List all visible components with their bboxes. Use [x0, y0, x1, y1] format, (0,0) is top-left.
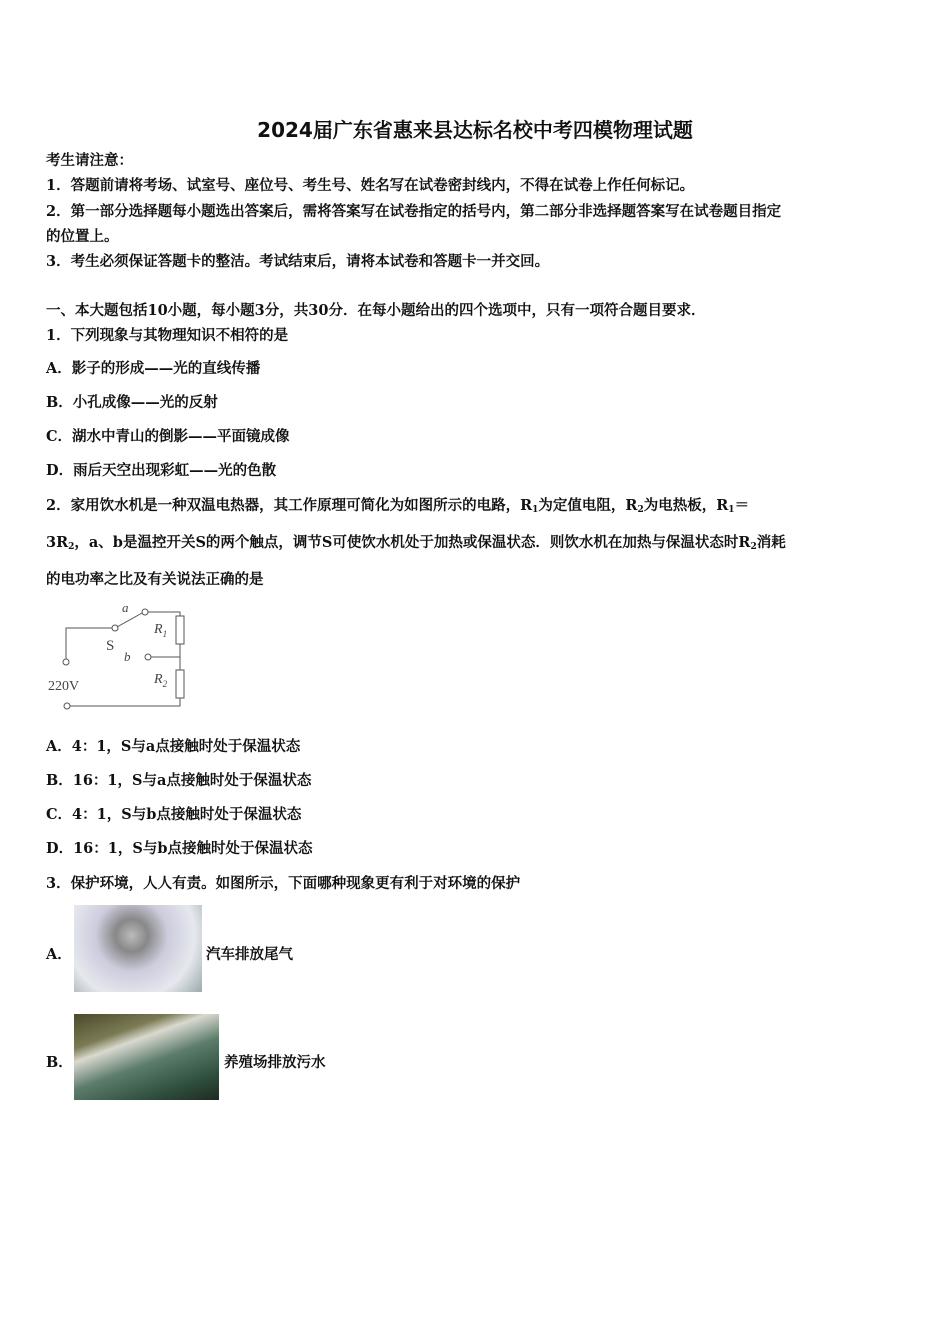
- note-item: 1．答题前请将考场、试室号、座位号、考生号、姓名写在试卷密封线内，不得在试卷上作任何标记。: [46, 177, 695, 194]
- q1-option-b: B．小孔成像——光的反射: [46, 394, 218, 411]
- q1-option-d: D．雨后天空出现彩虹——光的色散: [46, 462, 277, 479]
- q3-option-a-letter: A．: [46, 946, 72, 963]
- q1-option-a: A．影子的形成——光的直线传播: [46, 360, 261, 377]
- notes-heading: 考生请注意：: [46, 152, 133, 169]
- contact-b-label: b: [124, 649, 131, 664]
- section-heading: 一、本大题包括10小题，每小题3分，共30分．在每小题给出的四个选项中，只有一项符合题目要求．: [46, 302, 706, 319]
- page-title: 2024届广东省惠来县达标名校中考四模物理试题: [257, 118, 693, 142]
- q3-option-a-text: 汽车排放尾气: [206, 946, 293, 963]
- question-2-line-1: 2．家用饮水机是一种双温电热器，其工作原理可简化为如图所示的电路，$R_1$为定值电阻，$R_2$为电热板，$R_1=$: [46, 497, 750, 515]
- switch-s-label: S: [106, 638, 115, 654]
- r1-label: $R_1$: [154, 622, 168, 639]
- q2-option-b: B．16：1，S与a点接触时处于保温状态: [46, 772, 312, 789]
- note-item: 3．考生必须保证答题卡的整洁。考试结束后，请将本试卷和答题卡一并交回。: [46, 253, 550, 270]
- question-1-stem: 1．下列现象与其物理知识不相符的是: [46, 327, 289, 344]
- r2-label: $R_2$: [154, 672, 168, 689]
- note-item: 2．第一部分选择题每小题选出答案后，需将答案写在试卷指定的括号内，第二部分非选择题答案写在试卷题目指定: [46, 203, 782, 220]
- circuit-diagram: [40, 600, 200, 715]
- question-2-line-3: 的电功率之比及有关说法正确的是: [46, 571, 264, 588]
- q1-option-c: C．湖水中青山的倒影——平面镜成像: [46, 428, 290, 445]
- q3-option-b-text: 养殖场排放污水: [224, 1054, 326, 1071]
- q2-option-c: C．4：1，S与b点接触时处于保温状态: [46, 806, 302, 823]
- voltage-label: 220V: [48, 679, 80, 694]
- car-exhaust-image: [74, 905, 202, 992]
- sewage-pipe-image: [74, 1014, 219, 1100]
- question-2-line-2: $3R_2$，a、b是温控开关S的两个触点，调节S可使饮水机处于加热或保温状态．则饮水机在加热与保温状态时$R_2$消耗: [46, 534, 786, 552]
- note-item: 的位置上。: [46, 228, 119, 245]
- contact-a-label: a: [122, 600, 129, 615]
- q3-option-b-letter: B．: [46, 1054, 73, 1071]
- q2-option-d: D．16：1，S与b点接触时处于保温状态: [46, 840, 313, 857]
- question-3-stem: 3．保护环境，人人有责。如图所示，下面哪种现象更有利于对环境的保护: [46, 875, 521, 892]
- q2-option-a: A．4：1，S与a点接触时处于保温状态: [46, 738, 301, 755]
